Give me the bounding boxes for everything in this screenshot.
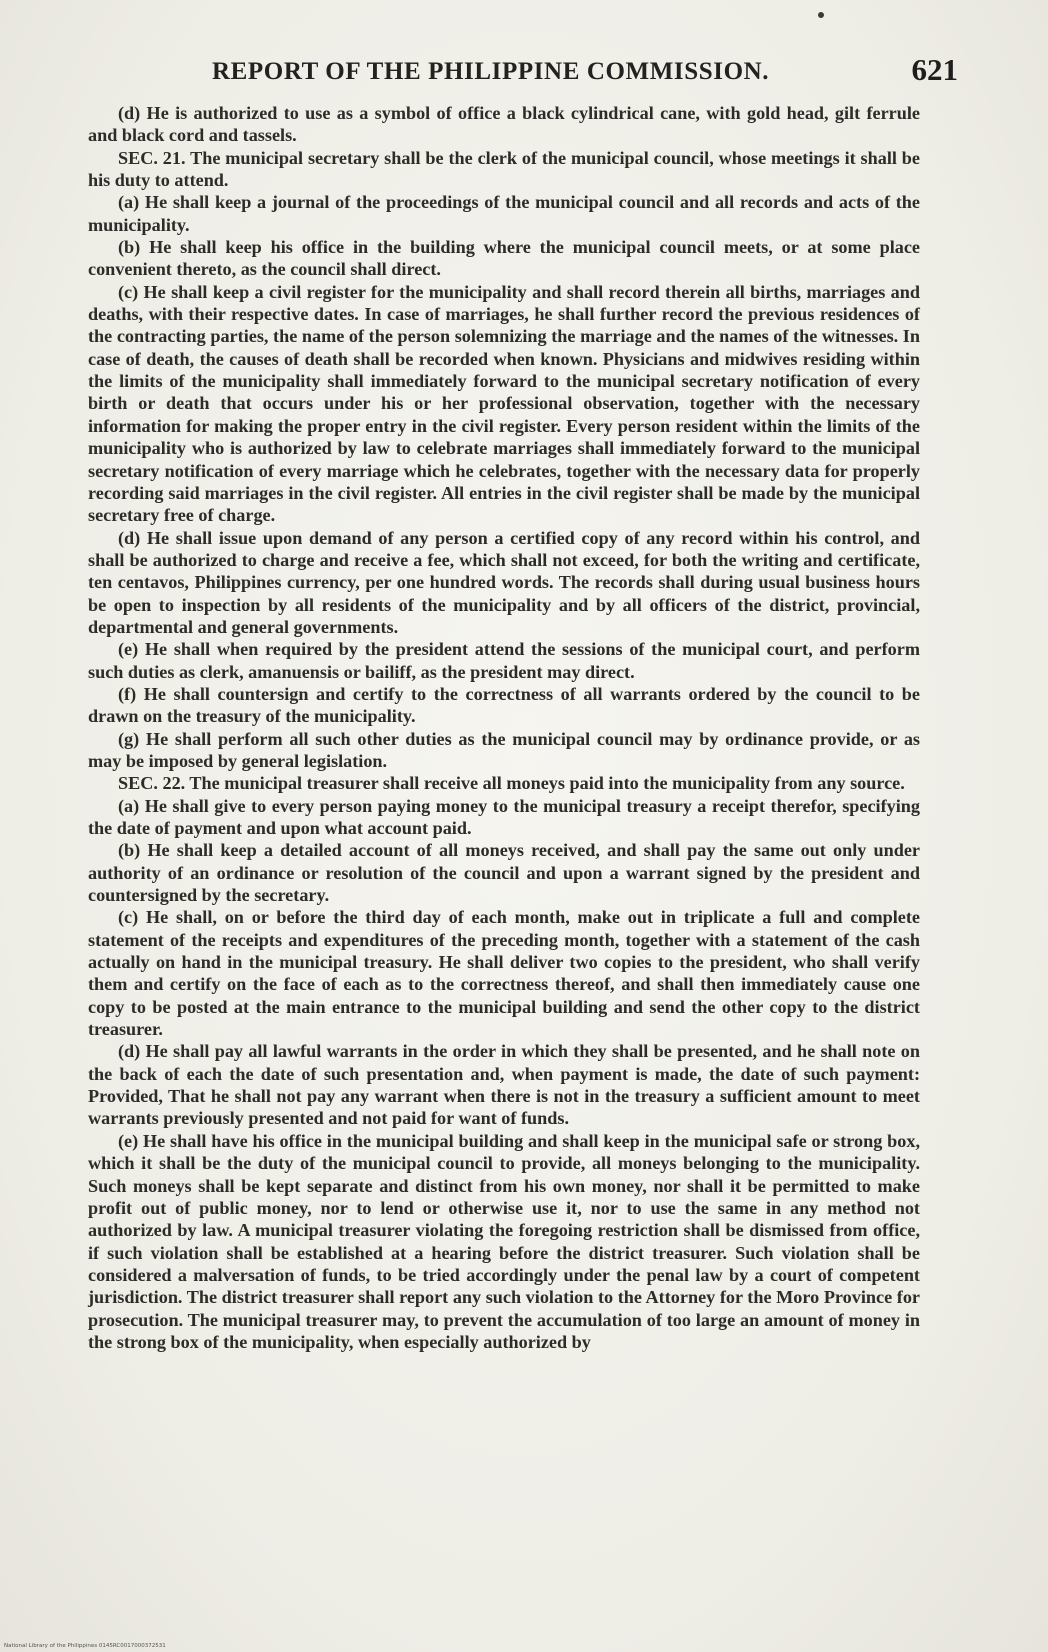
running-head: REPORT OF THE PHILIPPINE COMMISSION. xyxy=(212,58,770,85)
paragraph-sec22-b: (b) He shall keep a detailed account of all moneys received, and shall pay the same out only under authority of an ordinance or resolution of the council and upon a warrant signed by the president and countersigned by the secretary. xyxy=(88,840,920,906)
paragraph-sec20-d: (d) He is authorized to use as a symbol of office a black cylindrical cane, with gold head, gilt ferrule and black cord and tassels. xyxy=(88,103,920,146)
paragraph-sec22: SEC. 22. The municipal treasurer shall receive all moneys paid into the municipality from any source. xyxy=(118,773,905,794)
ink-speck xyxy=(818,12,824,18)
paragraph-sec21: SEC. 21. The municipal secretary shall be the clerk of the municipal council, whose meetings it shall be his duty to attend. xyxy=(88,147,920,191)
paragraph-sec22-a: (a) He shall give to every person paying money to the municipal treasury a receipt therefor, specifying the date of payment and upon what account paid. xyxy=(88,795,920,838)
paragraph-sec21-e: (e) He shall when required by the president attend the sessions of the municipal court, and perform such duties as clerk, amanuensis or bailiff, as the president may direct. xyxy=(88,639,920,682)
paragraph-sec22-d: (d) He shall pay all lawful warrants in the order in which they shall be presented, and he shall note on the back of each the date of such presentation and, when payment is made, the date of such payment: Provided, That he shall not pay any warrant when there is not in the treasury a sufficient amount to meet warrants previously presented and not paid for want of funds. xyxy=(88,1041,920,1129)
paragraph-sec21-c: (c) He shall keep a civil register for the municipality and shall record therein all births, marriages and deaths, with their respective dates. In case of marriages, he shall further record the previous residences of the contracting parties, the name of the person solemnizing the marriage and the names of the witnesses. In case of death, the causes of death shall be recorded when known. Physicians and midwives residing within the limits of the municipality shall immediately forward to the municipal secretary notification of every birth or death that occurs under his or her professional observation, together with the necessary information for making the proper entry in the civil register. Every person resident within the limits of the municipality who is authorized by law to celebrate marriages shall immediately forward to the municipal secretary notification of every marriage which he celebrates, together with the necessary data for properly recording said marriages in the civil register. All entries in the civil register shall be made by the municipal secretary free of charge. xyxy=(88,281,920,526)
page-number: 621 xyxy=(911,52,958,87)
page-header xyxy=(108,52,968,92)
paragraph-sec21-a: (a) He shall keep a journal of the proceedings of the municipal council and all records and acts of the municipality. xyxy=(88,192,920,235)
paragraph-sec22-e: (e) He shall have his office in the municipal building and shall keep in the municipal safe or strong box, which it shall be the duty of the municipal council to provide, all moneys belonging to the municipality. Such moneys shall be kept separate and distinct from his own money, nor shall it be permitted to make profit out of public money, nor to lend or otherwise use it, nor to use the same in any method not authorized by law. A municipal treasurer violating the foregoing restriction shall be dismissed from office, if such violation shall be established at a hearing before the district treasurer. Such violation shall be considered a malversation of funds, to be tried accordingly under the penal law by a court of competent jurisdiction. The district treasurer shall report any such violation to the Attorney for the Moro Province for prosecution. The municipal treasurer may, to prevent the accumulation of too large an amount of money in the strong box of the municipality, when especially authorized by xyxy=(88,1130,920,1352)
paragraph-sec21-g: (g) He shall perform all such other duties as the municipal council may by ordinance provide, or as may be imposed by general legislation. xyxy=(88,728,920,771)
paragraph-sec21-b: (b) He shall keep his office in the building where the municipal council meets, or at some place convenient thereto, as the council shall direct. xyxy=(88,237,920,280)
paragraph-sec21-f: (f) He shall countersign and certify to the correctness of all warrants ordered by the council to be drawn on the treasury of the municipality. xyxy=(88,683,920,727)
library-credit: National Library of the Philippines 0145RC0017000372531 xyxy=(4,1643,166,1649)
paragraph-sec22-c: (c) He shall, on or before the third day of each month, make out in triplicate a full and complete statement of the receipts and expenditures of the preceding month, together with a statement of the cash actually on hand in the municipal treasury. He shall deliver two copies to the president, who shall verify them and certify on the face of each as to the correctness thereof, and shall then immediately cause one copy to be posted at the main entrance to the municipal building and send the other copy to the district treasurer. xyxy=(88,907,920,1040)
paragraph-sec21-d: (d) He shall issue upon demand of any person a certified copy of any record within his control, and shall be authorized to charge and receive a fee, which shall not exceed, for both the writing and certificate, ten centavos, Philippines currency, per one hundred words. The records shall during usual business hours be open to inspection by all residents of the municipality and by all officers of the district, provincial, departmental and general governments. xyxy=(88,527,920,637)
body-text xyxy=(88,102,920,1353)
